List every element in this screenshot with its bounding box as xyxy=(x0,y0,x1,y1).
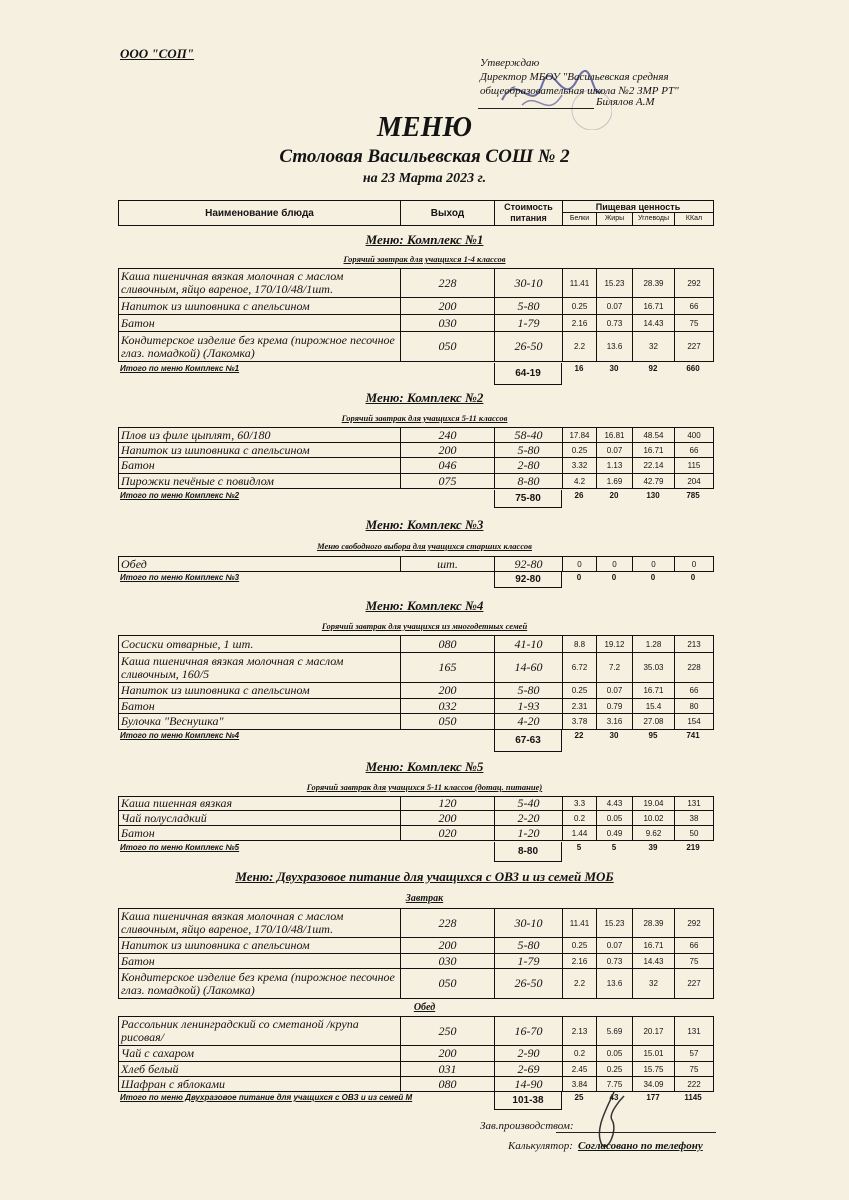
dish-output: 250 xyxy=(401,1017,495,1045)
dish-output: 120 xyxy=(401,797,495,810)
section-title: Меню: Комплекс №2 xyxy=(365,390,484,405)
total-kcal: 1145 xyxy=(684,1093,702,1102)
table-row xyxy=(118,635,714,653)
dish-kcal: 66 xyxy=(689,301,699,311)
dish-kcal: 66 xyxy=(689,686,699,695)
dish-fats: 4.43 xyxy=(597,797,633,810)
dish-price: 16-70 xyxy=(495,1017,563,1045)
dish-output: 050 xyxy=(401,969,495,998)
dish-name: Каша пшеничная вязкая молочная с маслом сливочным, яйцо вареное, 170/10/48/1шт. xyxy=(119,269,401,297)
total-kcal: 660 xyxy=(686,364,700,373)
total-fats: 30 xyxy=(609,731,619,740)
dish-proteins: 0.25 xyxy=(563,443,597,457)
total-fats: 43 xyxy=(609,1093,619,1102)
section-title: Меню: Комплекс №5 xyxy=(365,759,484,774)
dish-fats: 16.81 xyxy=(597,428,633,442)
header-nutrition: Пищевая ценность xyxy=(563,201,713,213)
dish-proteins: 3.3 xyxy=(563,797,597,810)
dish-kcal: 228 xyxy=(687,663,701,672)
dish-output: 031 xyxy=(401,1062,495,1076)
dish-name: Булочка "Веснушка" xyxy=(119,714,401,729)
dish-price: 30-10 xyxy=(495,269,563,297)
table-row xyxy=(118,954,714,969)
dish-price: 14-90 xyxy=(495,1077,563,1091)
header-carbs: Углеводы xyxy=(633,213,675,225)
total-price: 67-63 xyxy=(494,730,562,752)
dish-fats: 1.13 xyxy=(597,458,633,473)
dish-carbs: 1.28 xyxy=(633,636,675,652)
dish-carbs: 27.08 xyxy=(633,714,675,729)
total-label: Итого по меню Комплекс №4 xyxy=(120,731,240,740)
total-kcal: 785 xyxy=(686,491,700,500)
producer-signature-line xyxy=(556,1132,716,1133)
dish-output: 228 xyxy=(401,269,495,297)
dish-name: Хлеб белый xyxy=(119,1062,401,1076)
table-row xyxy=(118,443,714,458)
section-subtitle: Горячий завтрак для учащихся 1-4 классов xyxy=(343,254,506,264)
dish-fats: 3.16 xyxy=(597,714,633,729)
dish-kcal: 75 xyxy=(689,1064,699,1074)
dish-name: Кондитерское изделие без крема (пирожное песочное глаз. помадкой) (Лакомка) xyxy=(119,332,401,361)
dish-name: Напиток из шиповника с апельсином xyxy=(119,683,401,698)
dish-price: 5-80 xyxy=(495,938,563,953)
section-subtitle: Завтрак xyxy=(405,893,444,904)
dish-fats: 0.07 xyxy=(597,298,633,314)
dish-carbs: 9.62 xyxy=(633,826,675,840)
dish-output: 200 xyxy=(401,811,495,825)
dish-fats: 0 xyxy=(597,557,633,571)
dish-output: 200 xyxy=(401,298,495,314)
dish-fats: 7.2 xyxy=(597,653,633,682)
dish-proteins: 3.84 xyxy=(563,1077,597,1091)
table-row xyxy=(118,1062,714,1077)
dish-price: 92-80 xyxy=(495,557,563,571)
dish-fats: 0.05 xyxy=(597,811,633,825)
dish-price: 5-40 xyxy=(495,797,563,810)
dish-kcal: 50 xyxy=(689,828,699,838)
dish-price: 58-40 xyxy=(495,428,563,442)
dish-carbs: 28.39 xyxy=(633,269,675,297)
table-row xyxy=(118,653,714,683)
footer-calculator-label: Калькулятор: xyxy=(508,1140,573,1152)
dish-carbs: 15.4 xyxy=(633,699,675,713)
dish-name: Каша пшенная вязкая xyxy=(119,797,401,810)
dish-name: Кондитерское изделие без крема (пирожное песочное глаз. помадкой) (Лакомка) xyxy=(119,969,401,998)
dish-fats: 0.79 xyxy=(597,699,633,713)
dish-name: Каша пшеничная вязкая молочная с маслом сливочным, яйцо вареное, 170/10/48/1шт. xyxy=(119,909,401,937)
section-title: Меню: Двухразовое питание для учащихся с ОВЗ и из семей МОБ xyxy=(235,869,614,884)
dish-price: 14-60 xyxy=(495,653,563,682)
dish-kcal: 204 xyxy=(687,476,701,486)
dish-kcal: 115 xyxy=(687,461,701,470)
section-title: Меню: Комплекс №1 xyxy=(365,232,484,247)
dish-carbs: 16.71 xyxy=(633,683,675,698)
dish-carbs: 14.43 xyxy=(633,315,675,331)
total-proteins: 26 xyxy=(574,491,584,500)
dish-kcal: 131 xyxy=(687,1026,701,1036)
dish-proteins: 1.44 xyxy=(563,826,597,840)
total-carbs: 92 xyxy=(648,364,658,373)
dish-output: 046 xyxy=(401,458,495,473)
dish-fats: 1.69 xyxy=(597,474,633,488)
table-row xyxy=(118,1046,714,1062)
total-label: Итого по меню Комплекс №2 xyxy=(120,491,240,500)
dish-name: Шафран с яблоками xyxy=(119,1077,401,1091)
dish-proteins: 2.16 xyxy=(563,315,597,331)
dish-price: 5-80 xyxy=(495,298,563,314)
total-carbs: 177 xyxy=(646,1093,660,1102)
dish-fats: 0.07 xyxy=(597,443,633,457)
footer-agreed-text: Согласовано по телефону xyxy=(578,1140,703,1152)
dish-price: 26-50 xyxy=(495,969,563,998)
section-subtitle-lunch: Обед xyxy=(413,1002,436,1013)
dish-carbs: 16.71 xyxy=(633,938,675,953)
dish-price: 1-20 xyxy=(495,826,563,840)
total-fats: 30 xyxy=(609,364,619,373)
dish-kcal: 131 xyxy=(687,799,701,808)
dish-carbs: 0 xyxy=(633,557,675,571)
table-row xyxy=(118,969,714,999)
dish-output: 200 xyxy=(401,683,495,698)
dish-output: 200 xyxy=(401,1046,495,1061)
header-output: Выход xyxy=(401,201,495,225)
total-proteins: 25 xyxy=(574,1093,584,1102)
total-price: 8-80 xyxy=(494,842,562,862)
dish-carbs: 10.02 xyxy=(633,811,675,825)
dish-proteins: 8.8 xyxy=(563,636,597,652)
dish-output: 030 xyxy=(401,315,495,331)
total-label: Итого по меню Комплекс №3 xyxy=(120,573,240,582)
table-row xyxy=(118,796,714,811)
dish-carbs: 14.43 xyxy=(633,954,675,968)
total-carbs: 0 xyxy=(650,573,656,582)
dish-proteins: 4.2 xyxy=(563,474,597,488)
total-proteins: 0 xyxy=(576,573,582,582)
dish-name: Напиток из шиповника с апельсином xyxy=(119,298,401,314)
dish-fats: 7.75 xyxy=(597,1077,633,1091)
dish-proteins: 6.72 xyxy=(563,653,597,682)
approval-name: Билялов А.М xyxy=(596,96,655,108)
total-row xyxy=(118,843,714,856)
header-cost-line1: Стоимость xyxy=(504,202,553,212)
section-subtitle: Меню свободного выбора для учащихся старших классов xyxy=(317,541,532,551)
dish-carbs: 32 xyxy=(633,332,675,361)
total-price: 92-80 xyxy=(494,572,562,588)
total-price: 64-19 xyxy=(494,363,562,385)
dish-proteins: 2.45 xyxy=(563,1062,597,1076)
table-row xyxy=(118,315,714,332)
dish-output: 165 xyxy=(401,653,495,682)
total-label: Итого по меню Комплекс №1 xyxy=(120,364,240,373)
section-title: Меню: Комплекс №3 xyxy=(365,517,484,532)
dish-proteins: 3.32 xyxy=(563,458,597,473)
dish-price: 1-79 xyxy=(495,954,563,968)
dish-fats: 0.49 xyxy=(597,826,633,840)
dish-fats: 5.69 xyxy=(597,1017,633,1045)
dish-carbs: 32 xyxy=(633,969,675,998)
table-row xyxy=(118,298,714,315)
header-cost-line2: питания xyxy=(510,213,547,223)
dish-proteins: 0 xyxy=(563,557,597,571)
dish-carbs: 15.01 xyxy=(633,1046,675,1061)
dish-output: шт. xyxy=(401,557,495,571)
dish-fats: 15.23 xyxy=(597,269,633,297)
dish-proteins: 2.16 xyxy=(563,954,597,968)
total-label: Итого по меню Комплекс №5 xyxy=(120,843,240,852)
dish-output: 200 xyxy=(401,938,495,953)
total-carbs: 39 xyxy=(648,843,658,852)
dish-carbs: 35.03 xyxy=(633,653,675,682)
total-kcal: 219 xyxy=(686,843,700,852)
section-subtitle: Горячий завтрак для учащихся 5-11 классов (дотац. питание) xyxy=(306,782,543,792)
dish-carbs: 19.04 xyxy=(633,797,675,810)
dish-fats: 0.05 xyxy=(597,1046,633,1061)
table-row xyxy=(118,458,714,474)
dish-fats: 0.07 xyxy=(597,938,633,953)
dish-name: Напиток из шиповника с апельсином xyxy=(119,938,401,953)
dish-kcal: 222 xyxy=(687,1079,701,1089)
total-price: 75-80 xyxy=(494,490,562,508)
dish-kcal: 38 xyxy=(689,813,699,823)
dish-kcal: 292 xyxy=(687,278,701,288)
dish-name: Плов из филе цыплят, 60/180 xyxy=(119,428,401,442)
total-row xyxy=(118,573,714,586)
dish-kcal: 292 xyxy=(687,918,701,928)
dish-proteins: 0.25 xyxy=(563,298,597,314)
dish-carbs: 34.09 xyxy=(633,1077,675,1091)
dish-kcal: 80 xyxy=(689,701,699,711)
dish-fats: 19.12 xyxy=(597,636,633,652)
approval-line-1: Утверждаю xyxy=(480,57,540,69)
dish-fats: 15.23 xyxy=(597,909,633,937)
footer-producer-label: Зав.производством: xyxy=(480,1120,574,1132)
dish-fats: 0.07 xyxy=(597,683,633,698)
dish-carbs: 48.54 xyxy=(633,428,675,442)
dish-output: 030 xyxy=(401,954,495,968)
dish-proteins: 11.41 xyxy=(563,269,597,297)
dish-output: 032 xyxy=(401,699,495,713)
dish-proteins: 2.2 xyxy=(563,969,597,998)
header-cost xyxy=(495,201,563,225)
dish-output: 080 xyxy=(401,1077,495,1091)
total-label: Итого по меню Двухразовое питание для учащихся с ОВЗ и из семей М xyxy=(120,1093,413,1102)
dish-output: 020 xyxy=(401,826,495,840)
table-row xyxy=(118,699,714,714)
dish-fats: 0.25 xyxy=(597,1062,633,1076)
dish-price: 8-80 xyxy=(495,474,563,488)
dish-proteins: 0.2 xyxy=(563,1046,597,1061)
table-row xyxy=(118,268,714,298)
header-proteins: Белки xyxy=(563,213,597,225)
dish-output: 200 xyxy=(401,443,495,457)
table-row xyxy=(118,1016,714,1046)
dish-proteins: 0.25 xyxy=(563,938,597,953)
dish-proteins: 0.25 xyxy=(563,683,597,698)
dish-output: 050 xyxy=(401,714,495,729)
dish-name: Сосиски отварные, 1 шт. xyxy=(119,636,401,652)
total-kcal: 741 xyxy=(686,731,700,740)
dish-kcal: 400 xyxy=(687,430,701,440)
dish-price: 4-20 xyxy=(495,714,563,729)
approval-signature-line xyxy=(478,108,594,109)
total-proteins: 16 xyxy=(574,364,584,373)
approval-line-3: общеобразовательная школа №2 ЗМР РТ" xyxy=(480,85,679,97)
dish-carbs: 16.71 xyxy=(633,443,675,457)
table-row xyxy=(118,683,714,699)
dish-carbs: 15.75 xyxy=(633,1062,675,1076)
dish-output: 240 xyxy=(401,428,495,442)
dish-proteins: 17.84 xyxy=(563,428,597,442)
dish-carbs: 20.17 xyxy=(633,1017,675,1045)
dish-name: Напиток из шиповника с апельсином xyxy=(119,443,401,457)
dish-price: 26-50 xyxy=(495,332,563,361)
header-fats: Жиры xyxy=(597,213,633,225)
dish-price: 2-20 xyxy=(495,811,563,825)
dish-name: Чай с сахаром xyxy=(119,1046,401,1061)
dish-fats: 13.6 xyxy=(597,332,633,361)
dish-proteins: 11.41 xyxy=(563,909,597,937)
dish-price: 1-93 xyxy=(495,699,563,713)
dish-proteins: 2.2 xyxy=(563,332,597,361)
dish-kcal: 227 xyxy=(687,342,701,351)
dish-name: Обед xyxy=(119,557,401,571)
dish-carbs: 16.71 xyxy=(633,298,675,314)
dish-name: Батон xyxy=(119,699,401,713)
dish-name: Чай полусладкий xyxy=(119,811,401,825)
table-header xyxy=(118,200,714,226)
total-kcal: 0 xyxy=(690,573,696,582)
table-row xyxy=(118,826,714,841)
dish-output: 228 xyxy=(401,909,495,937)
dish-name: Батон xyxy=(119,458,401,473)
dish-kcal: 213 xyxy=(687,639,701,649)
section-subtitle: Горячий завтрак для учащихся из многодетных семей xyxy=(321,621,528,631)
dish-kcal: 75 xyxy=(689,318,699,328)
dish-proteins: 0.2 xyxy=(563,811,597,825)
total-fats: 5 xyxy=(611,843,617,852)
menu-date: на 23 Марта 2023 г. xyxy=(362,171,487,186)
dish-price: 5-80 xyxy=(495,443,563,457)
dish-price: 41-10 xyxy=(495,636,563,652)
dish-name: Батон xyxy=(119,954,401,968)
dish-kcal: 75 xyxy=(689,956,699,966)
table-row xyxy=(118,938,714,954)
dish-proteins: 2.13 xyxy=(563,1017,597,1045)
total-carbs: 130 xyxy=(646,491,660,500)
dish-kcal: 66 xyxy=(689,941,699,950)
organization-name: ООО "СОП" xyxy=(120,46,195,61)
header-kcal: ККал xyxy=(685,215,703,222)
dish-output: 080 xyxy=(401,636,495,652)
dish-price: 2-80 xyxy=(495,458,563,473)
dish-price: 30-10 xyxy=(495,909,563,937)
dish-name: Пирожки печёные с повидлом xyxy=(119,474,401,488)
dish-proteins: 2.31 xyxy=(563,699,597,713)
total-carbs: 95 xyxy=(648,731,658,740)
section-title: Меню: Комплекс №4 xyxy=(365,598,484,613)
dish-name: Рассольник ленинградский со сметаной /крупа рисовая/ xyxy=(119,1017,401,1045)
page-title: МЕНЮ xyxy=(377,112,472,143)
dish-kcal: 57 xyxy=(689,1049,699,1058)
dish-output: 050 xyxy=(401,332,495,361)
dish-price: 5-80 xyxy=(495,683,563,698)
table-row xyxy=(118,714,714,730)
dish-kcal: 227 xyxy=(687,979,701,988)
section-subtitle: Горячий завтрак для учащихся 5-11 классов xyxy=(341,413,508,423)
total-row xyxy=(118,364,714,377)
dish-name: Каша пшеничная вязкая молочная с маслом сливочным, 160/5 xyxy=(119,653,401,682)
table-row xyxy=(118,474,714,489)
dish-proteins: 3.78 xyxy=(563,714,597,729)
dish-price: 2-90 xyxy=(495,1046,563,1061)
dish-name: Батон xyxy=(119,315,401,331)
dish-name: Батон xyxy=(119,826,401,840)
table-row xyxy=(118,427,714,443)
dish-fats: 13.6 xyxy=(597,969,633,998)
dish-carbs: 28.39 xyxy=(633,909,675,937)
total-fats: 0 xyxy=(611,573,617,582)
total-row xyxy=(118,491,714,504)
dish-carbs: 42.79 xyxy=(633,474,675,488)
approval-line-2: Директор МБОУ "Васильевская средняя xyxy=(480,71,669,83)
table-row xyxy=(118,332,714,362)
total-price: 101-38 xyxy=(494,1092,562,1110)
dish-fats: 0.73 xyxy=(597,315,633,331)
dish-kcal: 0 xyxy=(691,559,697,569)
total-proteins: 22 xyxy=(574,731,584,740)
dish-kcal: 66 xyxy=(689,445,699,455)
header-dish-name: Наименование блюда xyxy=(119,201,401,225)
dish-fats: 0.73 xyxy=(597,954,633,968)
dish-price: 1-79 xyxy=(495,315,563,331)
table-row xyxy=(118,908,714,938)
total-row xyxy=(118,731,714,744)
table-row xyxy=(118,811,714,826)
total-proteins: 5 xyxy=(576,843,582,852)
canteen-name: Столовая Васильевская СОШ № 2 xyxy=(279,146,570,167)
total-fats: 20 xyxy=(609,491,619,500)
dish-price: 2-69 xyxy=(495,1062,563,1076)
dish-carbs: 22.14 xyxy=(633,458,675,473)
table-row xyxy=(118,556,714,572)
approval-block xyxy=(480,56,679,98)
dish-output: 075 xyxy=(401,474,495,488)
dish-kcal: 154 xyxy=(687,717,701,726)
